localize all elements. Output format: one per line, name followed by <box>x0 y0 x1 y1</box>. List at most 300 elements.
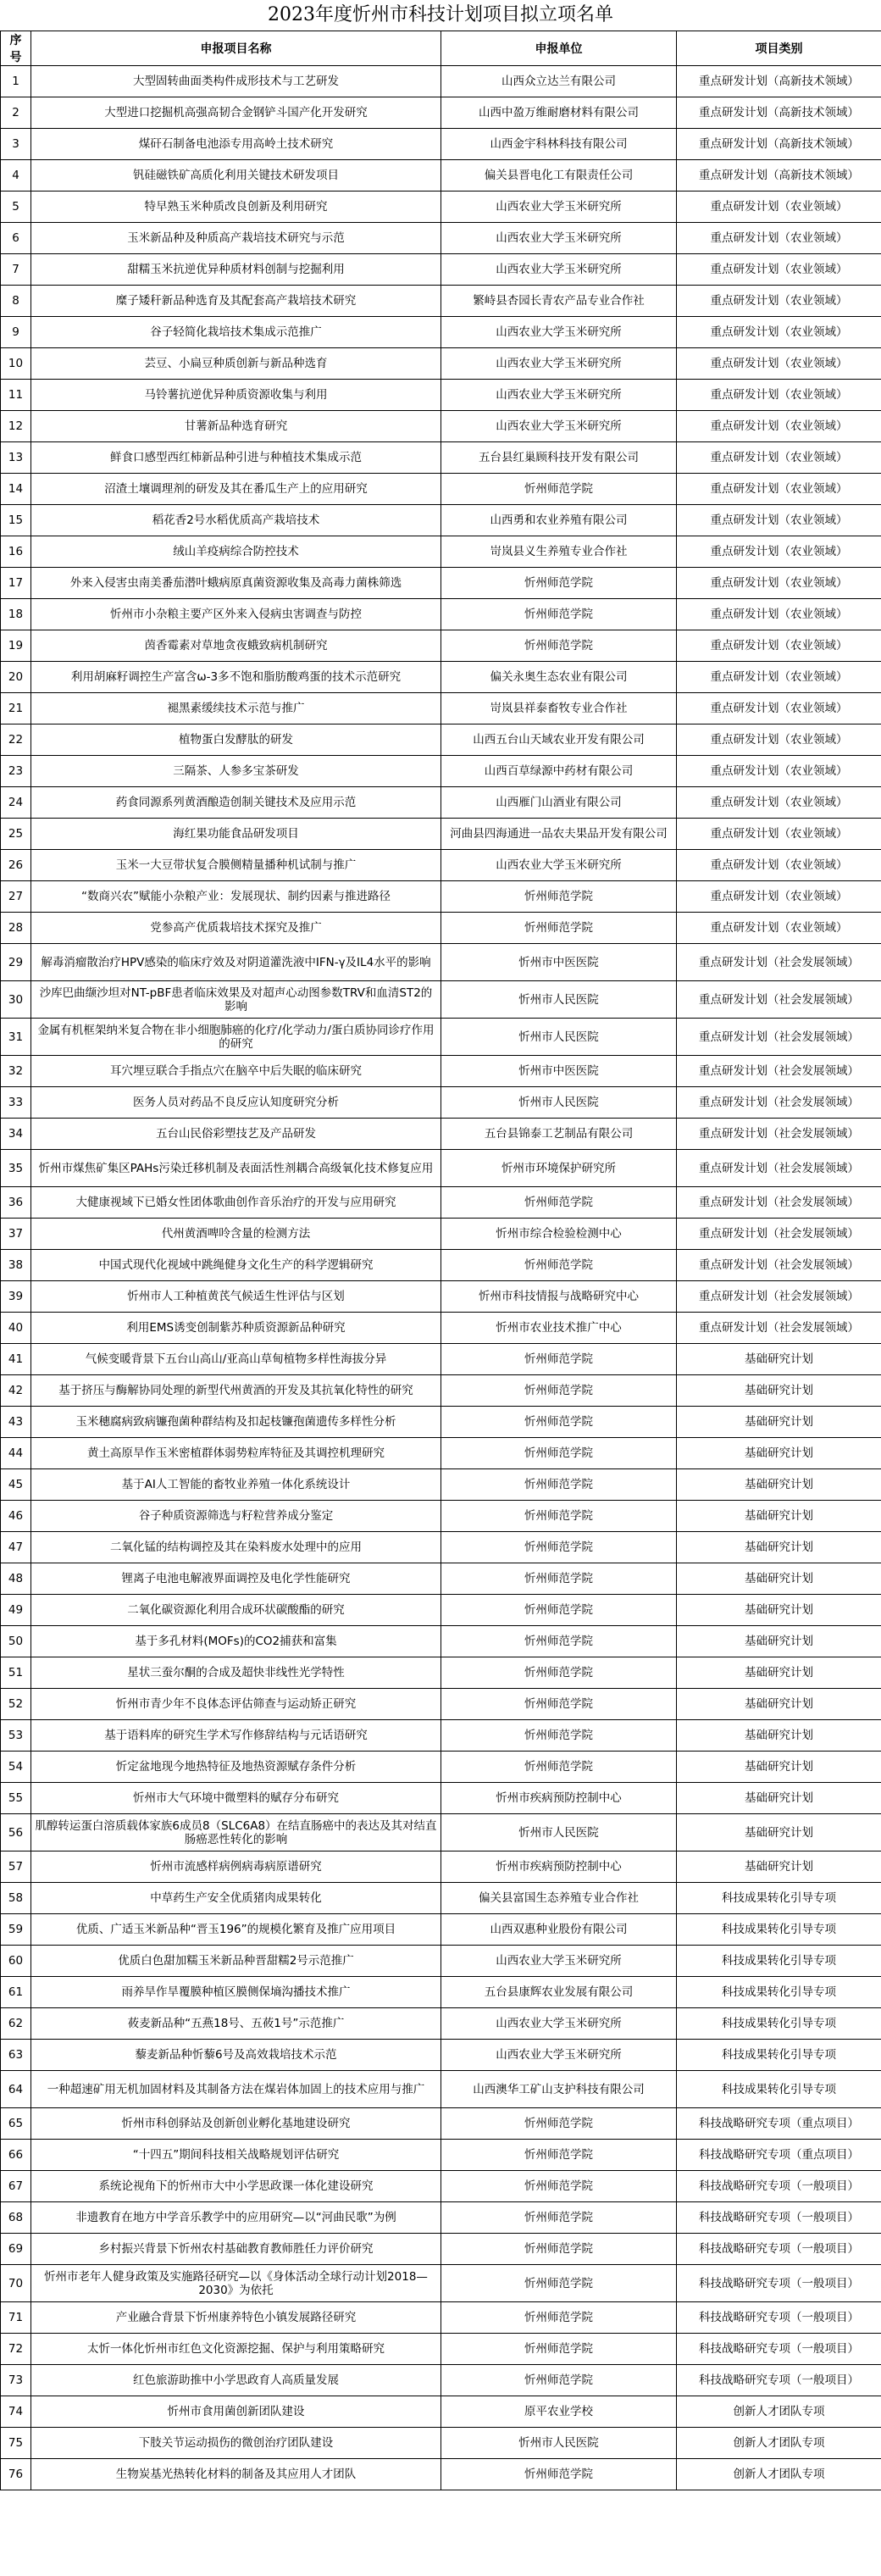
applicant-unit: 忻州市人民医院 <box>441 981 677 1019</box>
row-number: 72 <box>1 2334 31 2365</box>
project-name: 黄土高原旱作玉米密植群体弱势粒库特征及其调控机理研究 <box>31 1438 441 1469</box>
applicant-unit: 忻州师范学院 <box>441 913 677 944</box>
project-name: 二氧化碳资源化利用合成环状碳酸酯的研究 <box>31 1595 441 1626</box>
table-row <box>1 944 881 981</box>
header-no: 序号 <box>1 31 31 66</box>
table-row <box>1 1563 881 1595</box>
applicant-unit: 山西五台山天域农业开发有限公司 <box>441 724 677 756</box>
applicant-unit: 忻州市中医医院 <box>441 944 677 981</box>
applicant-unit: 偏关县富国生态养殖专业合作社 <box>441 1883 677 1914</box>
row-number: 37 <box>1 1219 31 1250</box>
applicant-unit: 忻州师范学院 <box>441 1438 677 1469</box>
project-category: 科技战略研究专项（一般项目） <box>677 2334 881 2365</box>
applicant-unit: 忻州师范学院 <box>441 1720 677 1752</box>
project-name: 芸豆、小扁豆种质创新与新品种选育 <box>31 348 441 380</box>
project-name: 忻州市老年人健身政策及实施路径研究—以《身体活动全球行动计划2018—2030》为依托 <box>31 2265 441 2302</box>
row-number: 46 <box>1 1501 31 1532</box>
table-row <box>1 1119 881 1150</box>
table-row <box>1 881 881 913</box>
applicant-unit: 忻州市人民医院 <box>441 1087 677 1119</box>
applicant-unit: 山西众立达兰有限公司 <box>441 66 677 97</box>
table-row <box>1 913 881 944</box>
project-name: 海红果功能食品研发项目 <box>31 819 441 850</box>
applicant-unit: 山西农业大学玉米研究所 <box>441 254 677 286</box>
project-category: 基础研究计划 <box>677 1689 881 1720</box>
row-number: 74 <box>1 2396 31 2428</box>
project-name: 忻定盆地现今地热特征及地热资源赋存条件分析 <box>31 1752 441 1783</box>
table-row <box>1 160 881 192</box>
row-number: 4 <box>1 160 31 192</box>
project-name: 外来入侵害虫南美番茄潜叶蛾病原真菌资源收集及高毒力菌株筛选 <box>31 568 441 599</box>
project-name: 太忻一体化忻州市红色文化资源挖掘、保护与利用策略研究 <box>31 2334 441 2365</box>
applicant-unit: 山西双惠种业股份有限公司 <box>441 1914 677 1946</box>
project-name: “数商兴农”赋能小杂粮产业：发展现状、制约因素与推进路径 <box>31 881 441 913</box>
applicant-unit: 忻州师范学院 <box>441 599 677 630</box>
project-name: 忻州市流感样病例病毒病原谱研究 <box>31 1852 441 1883</box>
project-name: 茵香霉素对草地贪夜蛾致病机制研究 <box>31 630 441 662</box>
applicant-unit: 山西勇和农业养殖有限公司 <box>441 505 677 536</box>
row-number: 70 <box>1 2265 31 2302</box>
table-row <box>1 1087 881 1119</box>
table-row <box>1 2234 881 2265</box>
applicant-unit: 山西农业大学玉米研究所 <box>441 192 677 223</box>
row-number: 21 <box>1 693 31 724</box>
table-row <box>1 1689 881 1720</box>
row-number: 34 <box>1 1119 31 1150</box>
project-name: 利用EMS诱变创制紫苏种质资源新品种研究 <box>31 1313 441 1344</box>
table-row <box>1 1375 881 1407</box>
project-name: 忻州市小杂粮主要产区外来入侵病虫害调查与防控 <box>31 599 441 630</box>
row-number: 75 <box>1 2428 31 2459</box>
project-category: 重点研发计划（农业领域） <box>677 881 881 913</box>
table-row <box>1 348 881 380</box>
project-category: 科技战略研究专项（重点项目） <box>677 2140 881 2171</box>
table-row <box>1 2040 881 2071</box>
project-category: 重点研发计划（农业领域） <box>677 568 881 599</box>
project-category: 重点研发计划（社会发展领域） <box>677 1281 881 1313</box>
applicant-unit: 河曲县四海通进一品农夫果品开发有限公司 <box>441 819 677 850</box>
table-row <box>1 1438 881 1469</box>
applicant-unit: 山西农业大学玉米研究所 <box>441 2008 677 2040</box>
project-name: 甘薯新品种选育研究 <box>31 411 441 442</box>
project-name: 基于挤压与酶解协同处理的新型代州黄酒的开发及其抗氧化特性的研究 <box>31 1375 441 1407</box>
applicant-unit: 山西农业大学玉米研究所 <box>441 1946 677 1977</box>
table-row <box>1 317 881 348</box>
row-number: 22 <box>1 724 31 756</box>
project-category: 科技战略研究专项（一般项目） <box>677 2202 881 2234</box>
project-name: 锂离子电池电解液界面调控及电化学性能研究 <box>31 1563 441 1595</box>
row-number: 71 <box>1 2302 31 2334</box>
row-number: 47 <box>1 1532 31 1563</box>
table-row <box>1 1019 881 1056</box>
applicant-unit: 忻州师范学院 <box>441 2334 677 2365</box>
project-category: 科技战略研究专项（一般项目） <box>677 2365 881 2396</box>
project-name: 忻州市科创驿站及创新创业孵化基地建设研究 <box>31 2108 441 2140</box>
applicant-unit: 忻州师范学院 <box>441 1501 677 1532</box>
project-category: 重点研发计划（农业领域） <box>677 380 881 411</box>
row-number: 3 <box>1 129 31 160</box>
applicant-unit: 忻州师范学院 <box>441 2265 677 2302</box>
applicant-unit: 五台县锦泰工艺制品有限公司 <box>441 1119 677 1150</box>
row-number: 68 <box>1 2202 31 2234</box>
table-row <box>1 693 881 724</box>
row-number: 45 <box>1 1469 31 1501</box>
row-number: 10 <box>1 348 31 380</box>
project-name: 耳穴埋豆联合手指点穴在脑卒中后失眠的临床研究 <box>31 1056 441 1087</box>
project-category: 科技成果转化引导专项 <box>677 2040 881 2071</box>
applicant-unit: 忻州市农业技术推广中心 <box>441 1313 677 1344</box>
project-name: 钒硅磁铁矿高质化利用关键技术研发项目 <box>31 160 441 192</box>
row-number: 41 <box>1 1344 31 1375</box>
row-number: 15 <box>1 505 31 536</box>
table-row <box>1 599 881 630</box>
project-name: 忻州市大气环境中微塑料的赋存分布研究 <box>31 1783 441 1814</box>
table-row <box>1 505 881 536</box>
applicant-unit: 忻州市中医医院 <box>441 1056 677 1087</box>
row-number: 19 <box>1 630 31 662</box>
project-category: 重点研发计划（农业领域） <box>677 756 881 787</box>
project-name: 莜麦新品种“五燕18号、五莜1号”示范推广 <box>31 2008 441 2040</box>
project-name: 优质、广适玉米新品种“晋玉196”的规模化繁育及推广应用项目 <box>31 1914 441 1946</box>
project-name: 基于语料库的研究生学术写作修辞结构与元话语研究 <box>31 1720 441 1752</box>
project-name: 玉米穗腐病致病镰孢菌种群结构及扣起枝镰孢菌遗传多样性分析 <box>31 1407 441 1438</box>
table-row <box>1 662 881 693</box>
table-row <box>1 192 881 223</box>
table-row <box>1 1783 881 1814</box>
row-number: 43 <box>1 1407 31 1438</box>
applicant-unit: 山西雁门山酒业有限公司 <box>441 787 677 819</box>
applicant-unit: 忻州市疾病预防控制中心 <box>441 1852 677 1883</box>
header-unit: 申报单位 <box>441 31 677 66</box>
applicant-unit: 忻州师范学院 <box>441 2171 677 2202</box>
project-category: 基础研究计划 <box>677 1720 881 1752</box>
row-number: 27 <box>1 881 31 913</box>
table-row <box>1 2171 881 2202</box>
table-row <box>1 66 881 97</box>
project-name: 下肢关节运动损伤的微创治疗团队建设 <box>31 2428 441 2459</box>
table-row <box>1 254 881 286</box>
project-category: 基础研究计划 <box>677 1814 881 1852</box>
project-category: 基础研究计划 <box>677 1852 881 1883</box>
project-category: 科技成果转化引导专项 <box>677 1883 881 1914</box>
project-category: 基础研究计划 <box>677 1344 881 1375</box>
project-name: 大健康视域下已婚女性团体歌曲创作音乐治疗的开发与应用研究 <box>31 1187 441 1219</box>
project-name: 红色旅游助推中小学思政育人高质量发展 <box>31 2365 441 2396</box>
applicant-unit: 原平农业学校 <box>441 2396 677 2428</box>
row-number: 62 <box>1 2008 31 2040</box>
project-category: 重点研发计划（农业领域） <box>677 536 881 568</box>
table-row <box>1 756 881 787</box>
project-category: 重点研发计划（农业领域） <box>677 317 881 348</box>
applicant-unit: 山西农业大学玉米研究所 <box>441 411 677 442</box>
project-category: 重点研发计划（农业领域） <box>677 474 881 505</box>
table-row <box>1 1187 881 1219</box>
table-row <box>1 2334 881 2365</box>
project-name: 肌醇转运蛋白溶质载体家族6成员8（SLC6A8）在结直肠癌中的表达及其对结直肠癌恶性转化的影响 <box>31 1814 441 1852</box>
row-number: 36 <box>1 1187 31 1219</box>
project-name: 褪黑素缓续技术示范与推广 <box>31 693 441 724</box>
project-name: 忻州市青少年不良体态评估筛查与运动矫正研究 <box>31 1689 441 1720</box>
project-name: 雨养旱作旱覆膜种植区膜侧保墒沟播技术推广 <box>31 1977 441 2008</box>
row-number: 69 <box>1 2234 31 2265</box>
table-row <box>1 1852 881 1883</box>
row-number: 11 <box>1 380 31 411</box>
applicant-unit: 忻州师范学院 <box>441 1657 677 1689</box>
applicant-unit: 山西农业大学玉米研究所 <box>441 317 677 348</box>
row-number: 51 <box>1 1657 31 1689</box>
row-number: 73 <box>1 2365 31 2396</box>
table-row <box>1 1946 881 1977</box>
applicant-unit: 山西中盈万维耐磨材料有限公司 <box>441 97 677 129</box>
table-row <box>1 1469 881 1501</box>
project-name: 中国式现代化视域中跳绳健身文化生产的科学逻辑研究 <box>31 1250 441 1281</box>
row-number: 64 <box>1 2071 31 2108</box>
project-category: 重点研发计划（社会发展领域） <box>677 1019 881 1056</box>
table-row <box>1 442 881 474</box>
project-category: 科技成果转化引导专项 <box>677 1914 881 1946</box>
project-category: 重点研发计划（高新技术领域） <box>677 66 881 97</box>
project-category: 重点研发计划（农业领域） <box>677 662 881 693</box>
applicant-unit: 忻州师范学院 <box>441 2365 677 2396</box>
project-name: 五台山民俗彩塑技艺及产品研发 <box>31 1119 441 1150</box>
project-name: 产业融合背景下忻州康养特色小镇发展路径研究 <box>31 2302 441 2334</box>
row-number: 38 <box>1 1250 31 1281</box>
row-number: 55 <box>1 1783 31 1814</box>
table-row <box>1 223 881 254</box>
row-number: 33 <box>1 1087 31 1119</box>
table-row <box>1 1657 881 1689</box>
project-category: 基础研究计划 <box>677 1752 881 1783</box>
table-header-row <box>1 31 881 66</box>
project-name: 特早熟玉米种质改良创新及利用研究 <box>31 192 441 223</box>
table-row <box>1 1532 881 1563</box>
table-row <box>1 981 881 1019</box>
project-name: 沙库巴曲缬沙坦对NT-pBF患者临床效果及对超声心动图参数TRV和血清ST2的影响 <box>31 981 441 1019</box>
applicant-unit: 繁峙县杏园长青农产品专业合作社 <box>441 286 677 317</box>
applicant-unit: 忻州师范学院 <box>441 1375 677 1407</box>
table-row <box>1 1595 881 1626</box>
project-category: 重点研发计划（农业领域） <box>677 819 881 850</box>
project-name: 二氧化锰的结构调控及其在染料废水处理中的应用 <box>31 1532 441 1563</box>
project-name: 沼渣土壤调理剂的研发及其在番瓜生产上的应用研究 <box>31 474 441 505</box>
applicant-unit: 山西农业大学玉米研究所 <box>441 380 677 411</box>
table-row <box>1 630 881 662</box>
row-number: 2 <box>1 97 31 129</box>
row-number: 76 <box>1 2459 31 2490</box>
table-row <box>1 819 881 850</box>
table-row <box>1 1344 881 1375</box>
row-number: 66 <box>1 2140 31 2171</box>
project-name: 药食同源系列黄酒酿造创制关键技术及应用示范 <box>31 787 441 819</box>
table-row <box>1 1720 881 1752</box>
project-category: 重点研发计划（农业领域） <box>677 411 881 442</box>
project-category: 重点研发计划（农业领域） <box>677 286 881 317</box>
row-number: 25 <box>1 819 31 850</box>
row-number: 59 <box>1 1914 31 1946</box>
project-category: 基础研究计划 <box>677 1595 881 1626</box>
project-category: 基础研究计划 <box>677 1532 881 1563</box>
row-number: 67 <box>1 2171 31 2202</box>
table-row <box>1 1752 881 1783</box>
applicant-unit: 忻州师范学院 <box>441 1595 677 1626</box>
project-category: 重点研发计划（农业领域） <box>677 599 881 630</box>
project-name: 植物蛋白发酵肽的研发 <box>31 724 441 756</box>
applicant-unit: 山西百草绿源中药材有限公司 <box>441 756 677 787</box>
applicant-unit: 忻州师范学院 <box>441 1626 677 1657</box>
table-row <box>1 2008 881 2040</box>
project-category: 重点研发计划（社会发展领域） <box>677 944 881 981</box>
row-number: 20 <box>1 662 31 693</box>
project-name: 代州黄酒啤呤含量的检测方法 <box>31 1219 441 1250</box>
table-row <box>1 411 881 442</box>
table-row <box>1 380 881 411</box>
project-category: 科技战略研究专项（一般项目） <box>677 2234 881 2265</box>
project-name: 生物炭基光热转化材料的制备及其应用人才团队 <box>31 2459 441 2490</box>
project-category: 重点研发计划（社会发展领域） <box>677 1087 881 1119</box>
row-number: 5 <box>1 192 31 223</box>
applicant-unit: 忻州师范学院 <box>441 2140 677 2171</box>
project-category: 重点研发计划（高新技术领域） <box>677 97 881 129</box>
row-number: 39 <box>1 1281 31 1313</box>
project-name: 忻州市煤焦矿集区PAHs污染迁移机制及表面活性剂耦合高级氧化技术修复应用 <box>31 1150 441 1187</box>
project-name: 党参高产优质栽培技术探究及推广 <box>31 913 441 944</box>
table-row <box>1 1977 881 2008</box>
row-number: 31 <box>1 1019 31 1056</box>
applicant-unit: 山西澳华工矿山支护科技有限公司 <box>441 2071 677 2108</box>
row-number: 49 <box>1 1595 31 1626</box>
project-name: 玉米新品种及种质高产栽培技术研究与示范 <box>31 223 441 254</box>
row-number: 65 <box>1 2108 31 2140</box>
project-category: 重点研发计划（农业领域） <box>677 913 881 944</box>
project-name: 非遗教育在地方中学音乐教学中的应用研究—以“河曲民歌”为例 <box>31 2202 441 2234</box>
project-category: 重点研发计划（农业领域） <box>677 850 881 881</box>
project-name: 谷子种质资源筛选与籽粒营养成分鉴定 <box>31 1501 441 1532</box>
project-table <box>0 31 881 2490</box>
project-name: 煤矸石制备电池添专用高岭土技术研究 <box>31 129 441 160</box>
project-name: 基于多孔材料(MOFs)的CO2捕获和富集 <box>31 1626 441 1657</box>
project-category: 科技成果转化引导专项 <box>677 2071 881 2108</box>
project-category: 重点研发计划（社会发展领域） <box>677 981 881 1019</box>
project-category: 重点研发计划（农业领域） <box>677 223 881 254</box>
row-number: 57 <box>1 1852 31 1883</box>
applicant-unit: 忻州师范学院 <box>441 881 677 913</box>
applicant-unit: 忻州师范学院 <box>441 2302 677 2334</box>
project-category: 重点研发计划（农业领域） <box>677 693 881 724</box>
row-number: 35 <box>1 1150 31 1187</box>
row-number: 44 <box>1 1438 31 1469</box>
table-row <box>1 1281 881 1313</box>
row-number: 42 <box>1 1375 31 1407</box>
applicant-unit: 忻州师范学院 <box>441 1689 677 1720</box>
project-category: 重点研发计划（农业领域） <box>677 787 881 819</box>
project-category: 重点研发计划（农业领域） <box>677 505 881 536</box>
row-number: 30 <box>1 981 31 1019</box>
project-name: 大型固转曲面类构件成形技术与工艺研发 <box>31 66 441 97</box>
applicant-unit: 山西农业大学玉米研究所 <box>441 348 677 380</box>
project-category: 基础研究计划 <box>677 1563 881 1595</box>
table-row <box>1 2108 881 2140</box>
project-name: 三隔茶、人参多宝茶研发 <box>31 756 441 787</box>
row-number: 58 <box>1 1883 31 1914</box>
table-row <box>1 1407 881 1438</box>
project-category: 创新人才团队专项 <box>677 2396 881 2428</box>
applicant-unit: 忻州市人民医院 <box>441 1814 677 1852</box>
row-number: 23 <box>1 756 31 787</box>
table-row <box>1 1150 881 1187</box>
table-row <box>1 2202 881 2234</box>
row-number: 56 <box>1 1814 31 1852</box>
table-row <box>1 787 881 819</box>
table-row <box>1 1056 881 1087</box>
project-category: 基础研究计划 <box>677 1375 881 1407</box>
row-number: 48 <box>1 1563 31 1595</box>
table-row <box>1 1914 881 1946</box>
project-category: 重点研发计划（社会发展领域） <box>677 1219 881 1250</box>
row-number: 8 <box>1 286 31 317</box>
row-number: 12 <box>1 411 31 442</box>
project-category: 科技战略研究专项（一般项目） <box>677 2171 881 2202</box>
applicant-unit: 忻州师范学院 <box>441 2234 677 2265</box>
project-name: 气候变暖背景下五台山高山/亚高山草甸植物多样性海拔分异 <box>31 1344 441 1375</box>
row-number: 63 <box>1 2040 31 2071</box>
header-category: 项目类别 <box>677 31 881 66</box>
applicant-unit: 忻州师范学院 <box>441 1344 677 1375</box>
table-row <box>1 2302 881 2334</box>
row-number: 14 <box>1 474 31 505</box>
row-number: 7 <box>1 254 31 286</box>
project-category: 基础研究计划 <box>677 1469 881 1501</box>
project-category: 基础研究计划 <box>677 1657 881 1689</box>
document-title: 2023年度忻州市科技计划项目拟立项名单 <box>268 4 613 25</box>
project-category: 重点研发计划（农业领域） <box>677 630 881 662</box>
row-number: 28 <box>1 913 31 944</box>
applicant-unit: 忻州市疾病预防控制中心 <box>441 1783 677 1814</box>
table-row <box>1 1313 881 1344</box>
project-category: 重点研发计划（农业领域） <box>677 724 881 756</box>
project-name: 利用胡麻籽调控生产富含ω-3多不饱和脂肪酸鸡蛋的技术示范研究 <box>31 662 441 693</box>
project-category: 科技战略研究专项（一般项目） <box>677 2302 881 2334</box>
table-row <box>1 850 881 881</box>
applicant-unit: 忻州师范学院 <box>441 1250 677 1281</box>
table-body <box>1 66 881 2490</box>
row-number: 40 <box>1 1313 31 1344</box>
applicant-unit: 忻州师范学院 <box>441 568 677 599</box>
project-category: 创新人才团队专项 <box>677 2428 881 2459</box>
project-name: 绒山羊疫病综合防控技术 <box>31 536 441 568</box>
applicant-unit: 忻州师范学院 <box>441 1407 677 1438</box>
applicant-unit: 忻州师范学院 <box>441 1752 677 1783</box>
project-name: 藜麦新品种忻藜6号及高效栽培技术示范 <box>31 2040 441 2071</box>
table-row <box>1 1219 881 1250</box>
project-category: 科技成果转化引导专项 <box>677 1946 881 1977</box>
applicant-unit: 忻州师范学院 <box>441 630 677 662</box>
project-category: 重点研发计划（高新技术领域） <box>677 160 881 192</box>
table-row <box>1 1883 881 1914</box>
table-row <box>1 536 881 568</box>
project-name: 解毒消瘤散治疗HPV感染的临床疗效及对阴道灌洗液中IFN-γ及IL4水平的影响 <box>31 944 441 981</box>
project-category: 重点研发计划（社会发展领域） <box>677 1187 881 1219</box>
applicant-unit: 忻州师范学院 <box>441 2459 677 2490</box>
applicant-unit: 五台县康辉农业发展有限公司 <box>441 1977 677 2008</box>
project-name: 金属有机框架纳米复合物在非小细胞肺癌的化疗/化学动力/蛋白质协同诊疗作用的研究 <box>31 1019 441 1056</box>
table-row <box>1 2140 881 2171</box>
project-category: 基础研究计划 <box>677 1501 881 1532</box>
applicant-unit: 偏关县晋电化工有限责任公司 <box>441 160 677 192</box>
applicant-unit: 忻州师范学院 <box>441 1187 677 1219</box>
project-category: 重点研发计划（农业领域） <box>677 348 881 380</box>
applicant-unit: 岢岚县祥泰畜牧专业合作社 <box>441 693 677 724</box>
table-row <box>1 2459 881 2490</box>
